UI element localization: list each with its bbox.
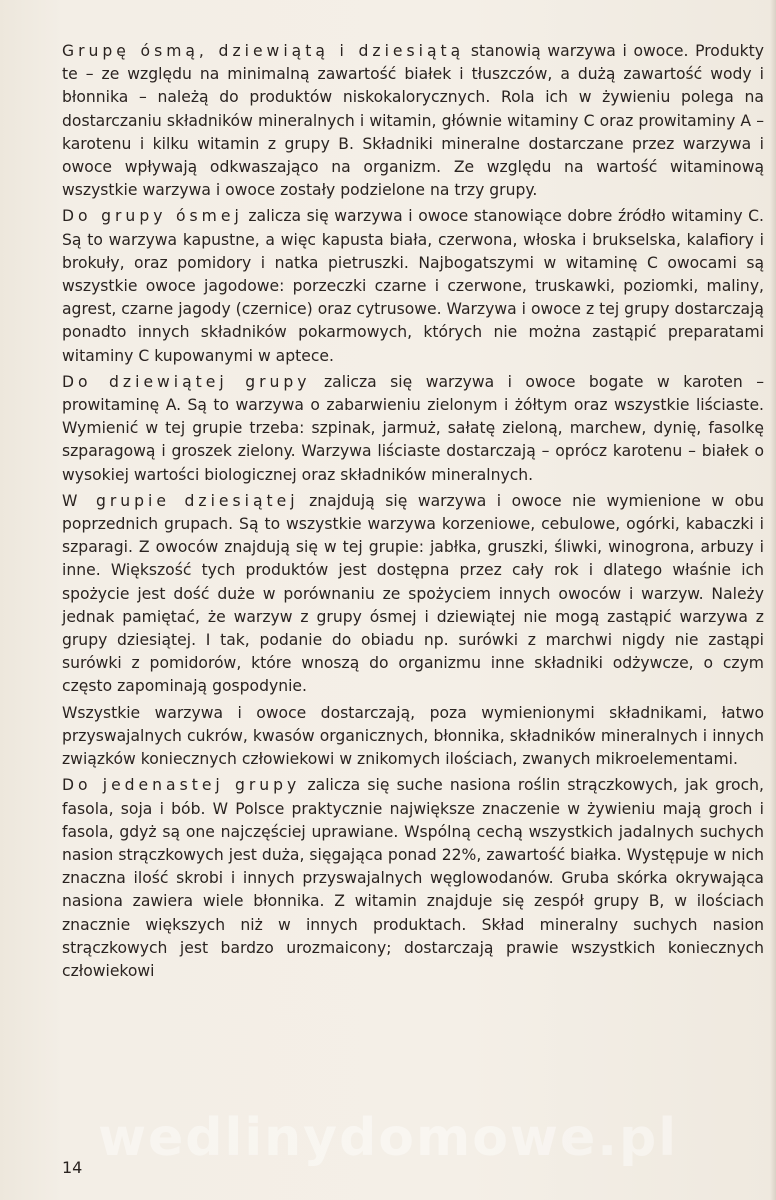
page-edge-shadow <box>770 0 776 1200</box>
paragraph-group-10 <box>62 490 764 699</box>
paragraph-lead: Do dziewiątej grupy <box>62 372 311 391</box>
paragraph-lead: Do jedenastej grupy <box>62 776 301 795</box>
paragraph-group-11 <box>62 774 764 983</box>
page-number: 14 <box>62 1158 83 1177</box>
paragraph-microelements <box>62 702 764 772</box>
paragraph-text: Wszystkie warzywa i owoce dostarczają, poza wymienionymi składnikami, łatwo przyswajalnych cukrów, kwasów organicznych, błonnika, składników mineralnych i innych związków koniecznych człowiekowi w znikomych ilościach, zwanych mikroelementami. <box>62 703 764 769</box>
paragraph-text: stanowią warzywa i owoce. Produkty te – ze względu na minimalną zawartość białek i tłuszczów, a dużą zawartość wody i błonnika – należą do produktów niskokalorycznych. Rola ich w żywieniu polega na dostarczaniu składników mineralnych i witamin, głównie witaminy C oraz prowitaminy A – karotenu i kilku witamin z grupy B. Składniki mineralne dostarczane przez warzywa i owoce wpływają odkwaszająco na organizm. Ze względu na wartość witaminową wszystkie warzywa i owoce zostały podzielone na trzy grupy. <box>62 42 764 200</box>
paragraph-text: zalicza się suche nasiona roślin strączkowych, jak groch, fasola, soja i bób. W Polsce praktycznie największe znaczenie w żywieniu mają groch i fasola, gdyż są one najczęściej uprawiane. Wspólną cechą wszystkich jadalnych suchych nasion strączkowych jest duża, sięgająca ponad 22%, zawartość białka. Występuje w nich znaczna ilość skrobi i innych przyswajalnych węglowodanów. Gruba skórka okrywająca nasiona zawiera wiele błonnika. Z witamin znajduje się zespół grupy B, w ilościach znacznie większych niż w innych produktach. Skład mineralny suchych nasion strączkowych jest bardzo urozmaicony; dostarczają prawie wszystkich koniecznych człowiekowi <box>62 776 764 980</box>
paragraph-text: zalicza się warzywa i owoce stanowiące dobre źródło witaminy C. Są to warzywa kapustne, a więc kapusta biała, czerwona, włoska i brukselska, kalafiory i brokuły, oraz pomidory i natka pietruszki. Najbogatszymi w witaminę C owocami są wszystkie owoce jagodowe: porzeczki czarne i czerwone, truskawki, poziomki, maliny, agrest, czarne jagody (czernice) oraz cytrusowe. Warzywa i owoce z tej grupy dostarczają ponadto innych składników pokarmowych, których nie można zastąpić preparatami witaminy C kupowanymi w aptece. <box>62 207 764 365</box>
paragraph-group-9 <box>62 371 764 487</box>
paragraph-group-8 <box>62 205 764 367</box>
paragraph-lead: Grupę ósmą, dziewiątą i dziesiątą <box>62 42 465 60</box>
paragraph-groups-8-10 <box>62 40 764 202</box>
paragraph-text: zalicza się warzywa i owoce bogate w karoten – prowitaminę A. Są to warzywa o zabarwieniu zielonym i żółtym oraz wszystkie liściaste. Wymienić w tej grupie trzeba: szpinak, jarmuż, sałatę zieloną, marchew, dynię, fasolkę szparagową i groszek zielony. Warzywa liściaste dostarczają – oprócz karotenu – białek o wysokiej wartości biologicznej oraz składników mineralnych. <box>62 372 764 484</box>
body-text <box>62 40 764 986</box>
watermark: wedlinydomowe.pl <box>97 1108 679 1168</box>
paragraph-text: znajdują się warzywa i owoce nie wymienione w obu poprzednich grupach. Są to wszystkie warzywa korzeniowe, cebulowe, ogórki, kabaczki i szparagi. Z owoców znajdują się w tej grupie: jabłka, gruszki, śliwki, winogrona, arbuzy i inne. Większość tych produktów jest dostępna przez cały rok i dlatego właśnie ich spożycie jest dość duże w porównaniu ze spożyciem innych owoców i warzyw. Należy jednak pamiętać, że warzyw z grupy ósmej i dziewiątej nie mogą zastąpić warzywa z grupy dziesiątej. I tak, podanie do obiadu np. surówki z marchwi nigdy nie zastąpi surówki z pomidorów, które wnoszą do organizmu inne składniki odżywcze, o czym często zapominają gospodynie. <box>62 491 764 696</box>
paragraph-lead: W grupie dziesiątej <box>62 491 299 510</box>
paragraph-lead: Do grupy ósmej <box>62 207 243 226</box>
